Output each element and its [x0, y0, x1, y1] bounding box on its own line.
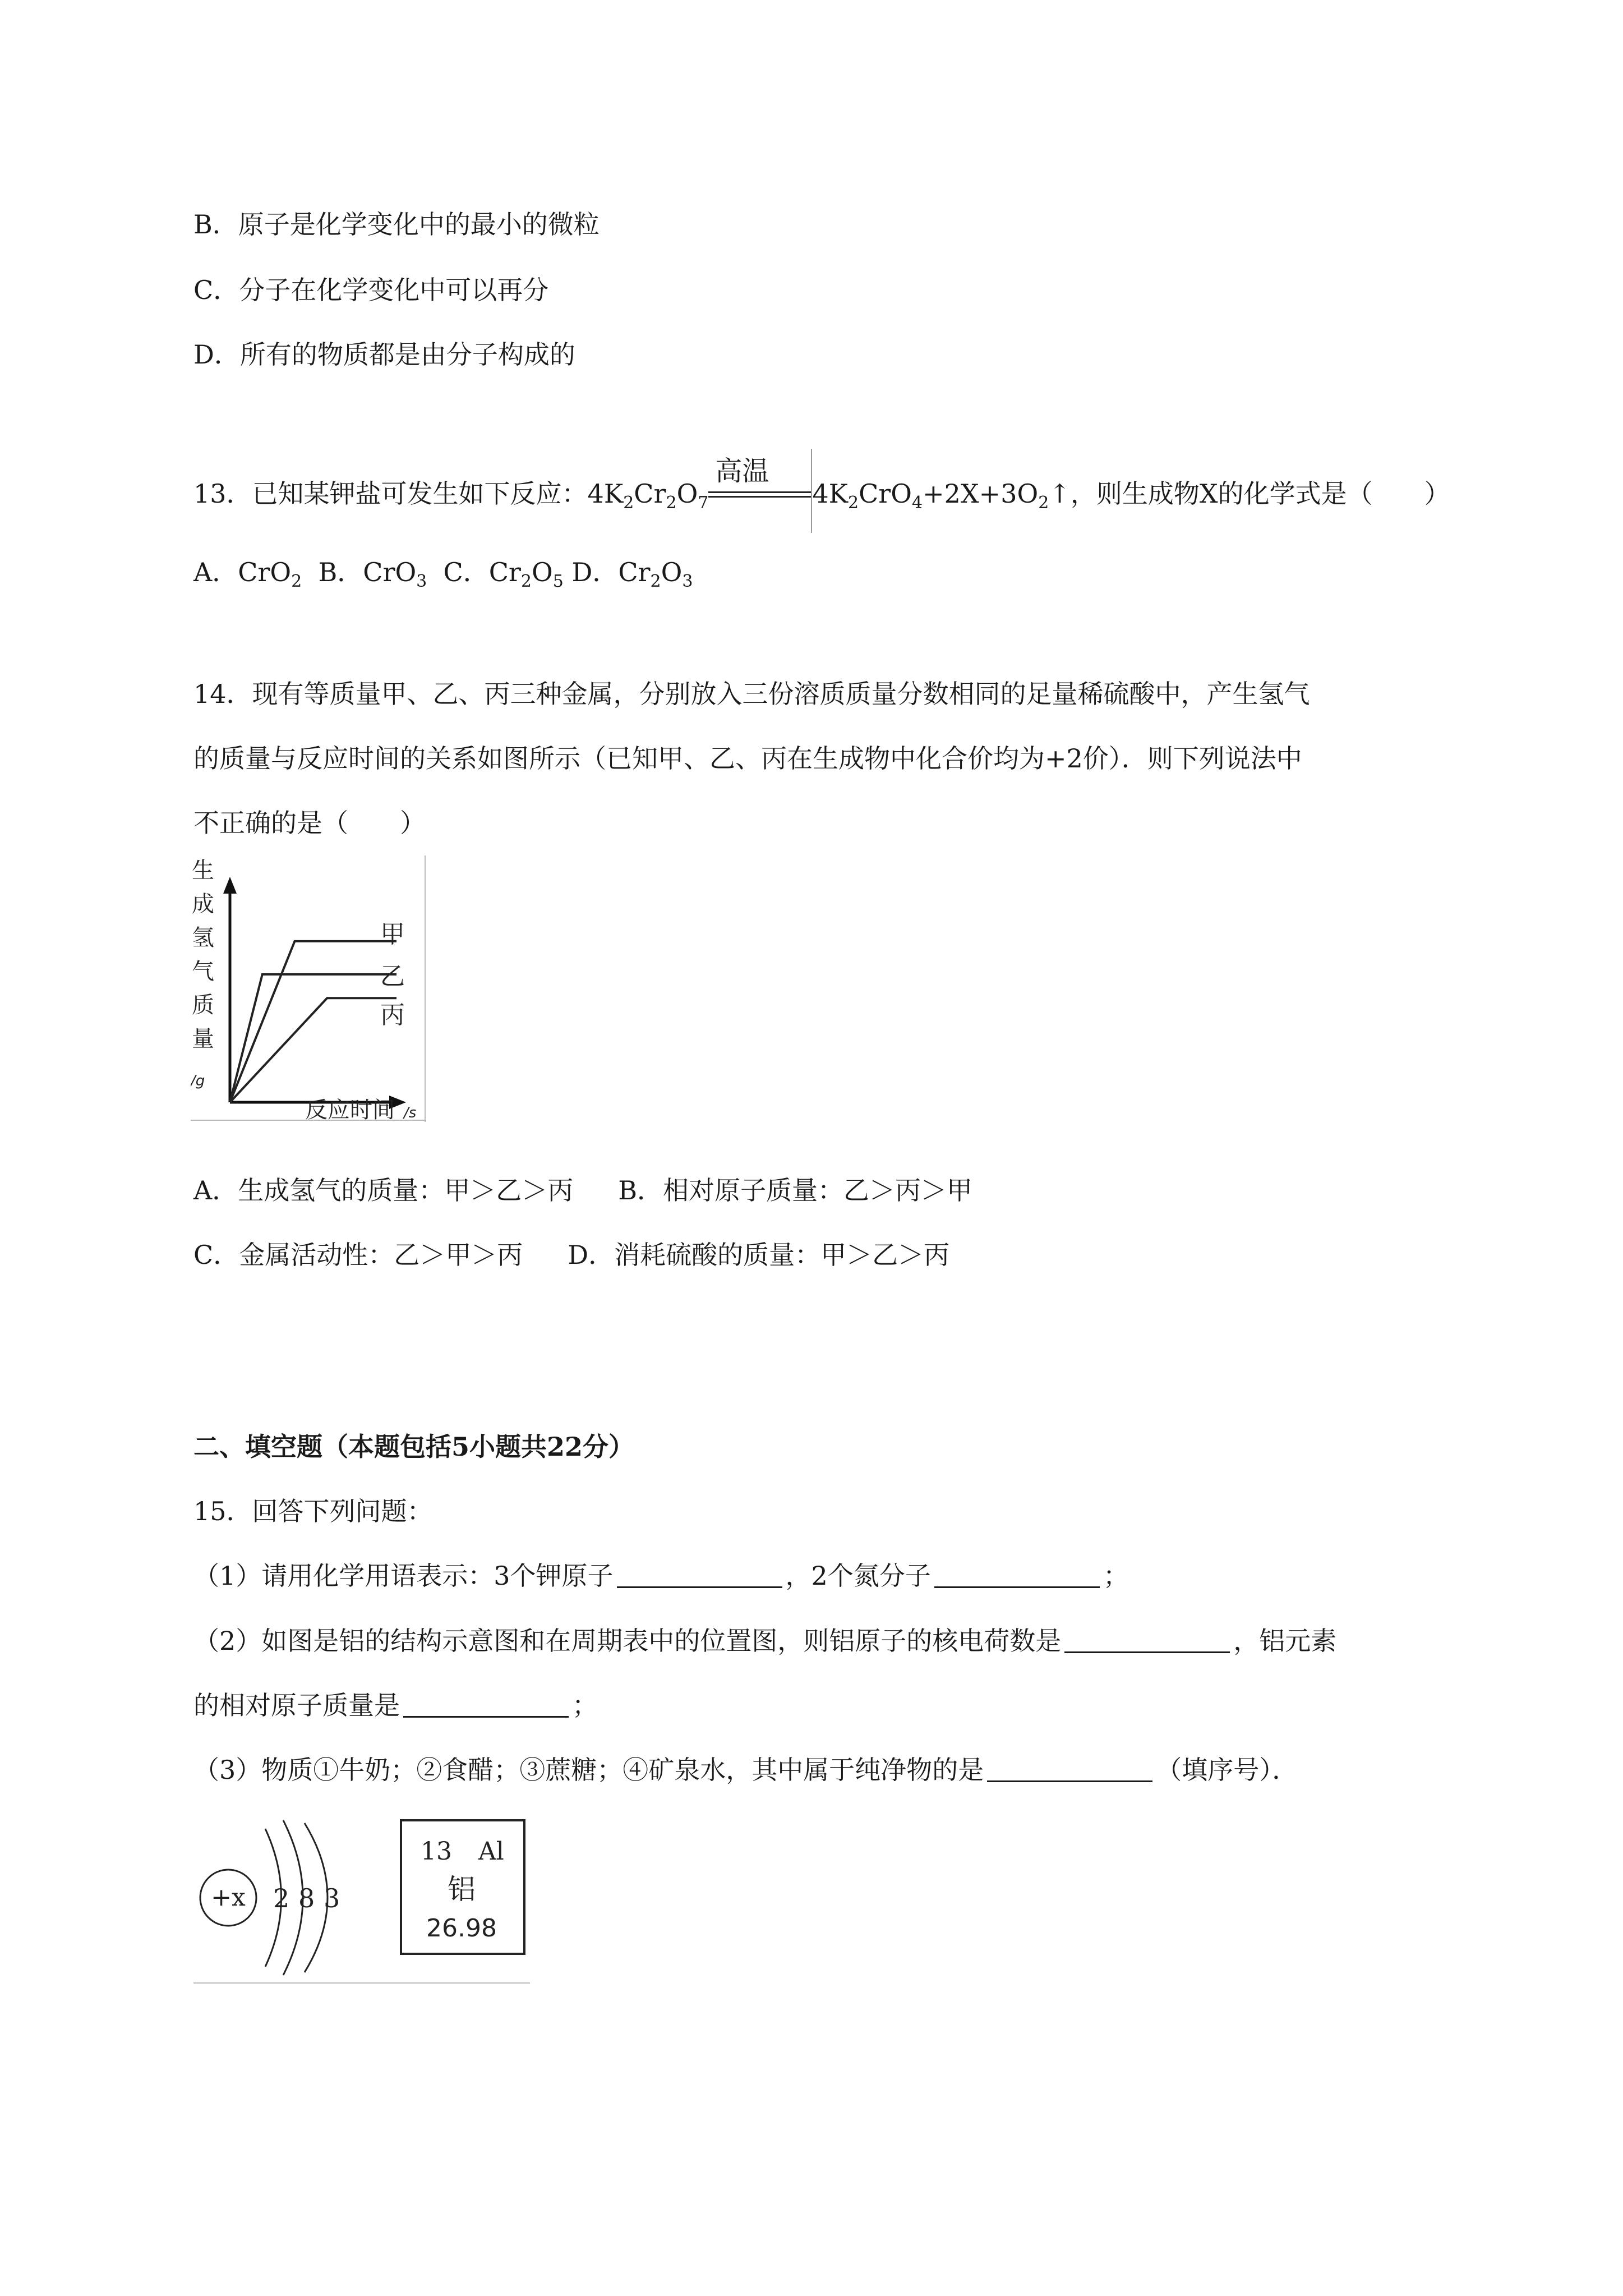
q13-options [193, 554, 693, 590]
element-name: 铝 [448, 1873, 476, 1906]
series-line-3 [230, 998, 396, 1102]
q13-stem-prefix: 13．已知某钾盐可发生如下反应： [193, 478, 588, 509]
q15-part3: （3）物质①牛奶；②食醋；③蔗糖；④矿泉水，其中属于纯净物的是 （填序号）． [193, 1755, 1298, 1785]
q13-stem [193, 455, 1450, 514]
reaction-condition-arrow [708, 455, 812, 514]
answer-blank-nitrogen[interactable] [934, 1562, 1100, 1588]
q15-stem: 15．回答下列问题： [193, 1496, 433, 1526]
q14-option-a: A．生成氢气的质量：甲＞乙＞丙 [193, 1175, 574, 1205]
y-axis-label-char: 氢 [192, 925, 214, 951]
atomic-number: 13 [421, 1837, 452, 1866]
legend-label-3: 丙 [380, 1001, 405, 1030]
series-line-1 [230, 941, 396, 1102]
q12-option-d: D．所有的物质都是由分子构成的 [193, 339, 575, 370]
reaction-condition: 高温 [715, 455, 769, 487]
shell-electrons-3: 3 [324, 1883, 340, 1913]
q14-options-row1 [193, 1172, 972, 1208]
answer-blank-pure-substance[interactable] [987, 1756, 1152, 1782]
y-axis-label-char: 气 [192, 959, 214, 984]
q13-option-b: B．CrO$_3$ [318, 557, 427, 591]
q15-part1: （1）请用化学用语表示：3个钾原子 ，2个氮分子 ； [193, 1561, 1129, 1591]
section-title: 二、填空题（本题包括5小题共22分） [193, 1432, 635, 1462]
q13-option-c: C．$Cr_2O_5$ [443, 557, 564, 591]
gas-up-arrow-icon: ↑ [1049, 478, 1071, 509]
y-axis-label-char: 量 [192, 1026, 214, 1052]
q14-option-c: C．金属活动性：乙＞甲＞丙 [193, 1240, 523, 1270]
shell-electrons-1: 2 [273, 1883, 290, 1913]
q13-stem-suffix: ，则生成物X的化学式是（ ） [1070, 478, 1450, 509]
answer-blank-nuclear-charge[interactable] [1064, 1627, 1230, 1653]
answer-blank-potassium[interactable] [617, 1562, 782, 1588]
q14-stem-line2: 的质量与反应时间的关系如图所示（已知甲、乙、丙在生成物中化合价均为+2价）．则下列说法中 [193, 743, 1302, 774]
y-axis-label [192, 858, 214, 1052]
nucleus-charge: +x [211, 1883, 246, 1912]
aluminum-atom-structure-diagram [193, 1795, 530, 1986]
shell-electrons-2: 8 [298, 1883, 315, 1913]
x-axis-unit: /s [404, 1105, 417, 1121]
q13-product: $4K_2CrO_4+2X+3O_2↑$ [812, 478, 1071, 513]
q13-option-d: D．$Cr_2O_3$ [571, 557, 693, 591]
q12-option-c: C．分子在化学变化中可以再分 [193, 275, 549, 305]
y-axis-label-char: 成 [192, 891, 214, 917]
q12-option-b: B．原子是化学变化中的最小的微粒 [193, 209, 600, 240]
answer-blank-atomic-mass[interactable] [403, 1691, 569, 1718]
q14-options-row2 [193, 1237, 949, 1273]
q14-stem-line1: 14．现有等质量甲、乙、丙三种金属，分别放入三份溶质质量分数相同的足量稀硫酸中，产生氢气 [193, 679, 1310, 709]
q14-option-b: B．相对原子质量：乙＞丙＞甲 [618, 1175, 973, 1205]
y-axis-unit: /g [191, 1073, 205, 1089]
legend-label-2: 乙 [380, 962, 405, 991]
relative-atomic-mass: 26.98 [426, 1914, 497, 1943]
legend-label-1: 甲 [380, 919, 405, 949]
q15-part2-line2: 的相对原子质量是 ； [193, 1690, 598, 1720]
element-symbol: Al [478, 1837, 504, 1866]
y-axis-label-char: 生 [192, 858, 214, 884]
q14-stem-line3: 不正确的是（ ） [193, 808, 426, 838]
hydrogen-mass-chart [191, 855, 426, 1122]
q13-reactant: $4K_2Cr_2O_7$ [587, 478, 709, 513]
y-axis-label-char: 质 [192, 992, 214, 1018]
q13-option-a: A．CrO$_2$ [193, 557, 302, 591]
q14-option-d: D．消耗硫酸的质量：甲＞乙＞丙 [568, 1240, 950, 1270]
y-axis-arrow-icon [223, 877, 237, 894]
x-axis-label: 反应时间 [305, 1097, 395, 1122]
q15-part2-line1: （2）如图是铝的结构示意图和在周期表中的位置图，则铝原子的核电荷数是 ，铝元素 [193, 1626, 1337, 1656]
